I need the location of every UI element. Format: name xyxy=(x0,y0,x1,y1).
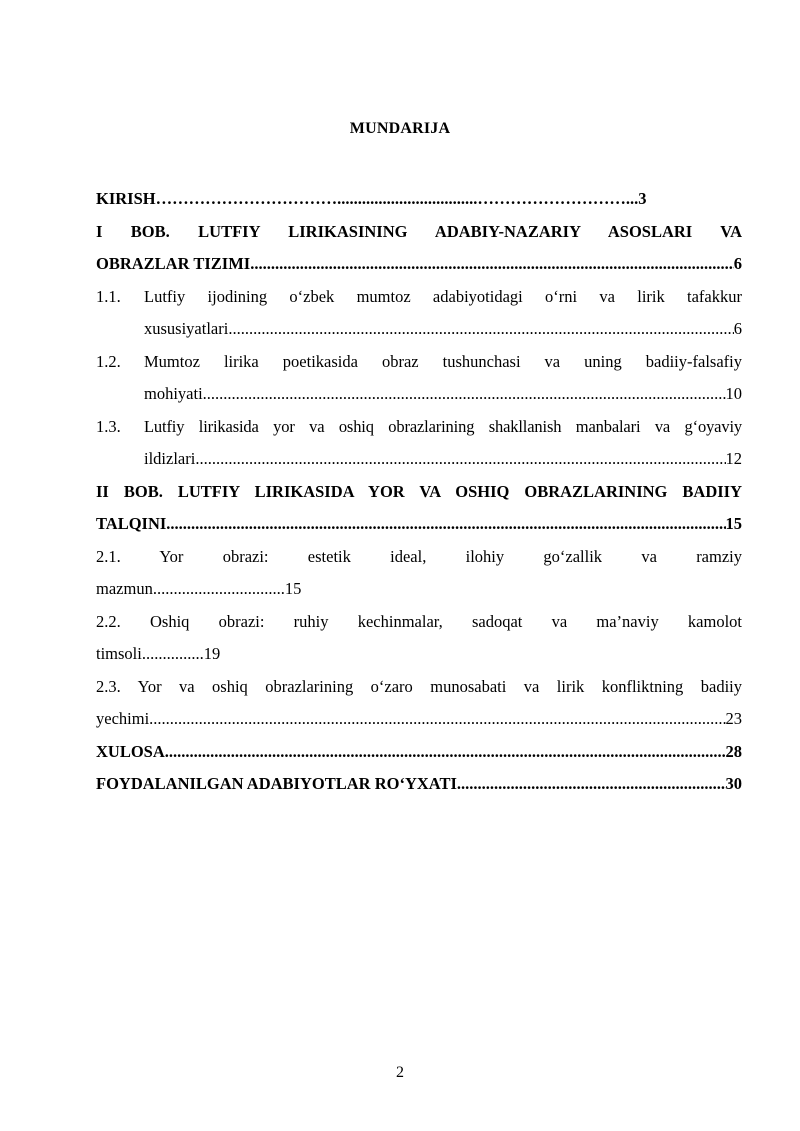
toc-section-number: 1.1. xyxy=(96,286,121,306)
toc-entry-line1: Lutfiy ijodining o‘zbek mumtoz adabiyotidagi o‘rni va lirik tafakkur xyxy=(144,286,742,306)
toc-page-number: 30 xyxy=(725,774,742,793)
toc-section-number: 1.3. xyxy=(96,416,121,436)
toc-page-number: 28 xyxy=(725,741,742,761)
toc-page-number: 15 xyxy=(284,579,302,598)
toc-entry-bob2-line2 xyxy=(96,508,742,541)
toc-entry-label: KIRISH xyxy=(96,189,156,208)
toc-page-number: 6 xyxy=(733,319,742,338)
toc-page-number: 10 xyxy=(725,384,742,403)
toc-page-number: 15 xyxy=(725,514,742,533)
toc-leader xyxy=(457,768,726,801)
toc-leader: ................................ xyxy=(152,579,285,598)
toc-entry-1-2 xyxy=(96,346,742,411)
toc-entry-bob2-line1: II BOB. LUTFIY LIRIKASIDA YOR VA OSHIQ OBRAZLARINING BADIIY xyxy=(96,481,742,501)
toc-entry-label: OBRAZLAR TIZIMI xyxy=(96,254,251,273)
page-number: 2 xyxy=(396,1064,404,1081)
toc-page-number: ..3 xyxy=(629,189,647,208)
toc-leader xyxy=(165,736,726,769)
toc-entry-label: FOYDALANILGAN ADABIYOTLAR RO‘YXATI xyxy=(96,774,457,793)
toc-entry-label: timsoli xyxy=(96,644,142,663)
toc-entry-2-1-line1: 2.1. Yor obrazi: estetik ideal, ilohiy go‘zallik va ramziy xyxy=(96,546,742,566)
toc-entry-label: ildizlari xyxy=(144,449,196,468)
toc-entry-label: yechimi xyxy=(96,709,150,728)
toc-leader xyxy=(250,248,734,281)
toc-entry-label: TALQINI xyxy=(96,514,167,533)
toc-entry-2-2-line1: 2.2. Oshiq obrazi: ruhiy kechinmalar, sadoqat va ma’naviy kamolot xyxy=(96,611,742,631)
toc-entry-2-3-line2 xyxy=(96,703,742,736)
toc-entry-2-2-line2 xyxy=(96,638,742,671)
page-title: MUNDARIJA xyxy=(349,120,451,137)
toc-entry-bob1-line2 xyxy=(96,248,742,281)
toc-section-number: 1.2. xyxy=(96,351,121,371)
toc-entry-1-3 xyxy=(96,411,742,476)
table-of-contents xyxy=(96,183,742,801)
toc-entry-line2 xyxy=(144,313,742,346)
toc-entry-label: mohiyati xyxy=(144,384,203,403)
toc-entry-line2 xyxy=(144,443,742,476)
toc-entry-1-1 xyxy=(96,281,742,346)
toc-entry-label: mazmun xyxy=(96,579,153,598)
toc-entry-xulosa xyxy=(96,736,742,769)
toc-leader xyxy=(195,443,725,476)
toc-entry-label: xususiyatlari xyxy=(144,319,229,338)
toc-leader xyxy=(228,313,733,346)
toc-page-number: 23 xyxy=(725,709,742,728)
toc-page-number: 12 xyxy=(725,449,742,468)
toc-entry-line1: Mumtoz lirika poetikasida obraz tushunchasi va uning badiiy-falsafiy xyxy=(144,351,742,371)
toc-leader xyxy=(149,703,725,736)
toc-entry-line1: Lutfiy lirikasida yor va oshiq obrazlarining shakllanish manbalari va g‘oyaviy xyxy=(144,416,742,436)
toc-leader: ……………………………..................................………………………. xyxy=(155,189,630,208)
toc-entry-label: XULOSA xyxy=(96,741,165,761)
toc-entry-2-1-line2 xyxy=(96,573,742,606)
toc-entry-2-3-line1: 2.3. Yor va oshiq obrazlarining o‘zaro munosabati va lirik konfliktning badiiy xyxy=(96,676,742,696)
toc-entry-line2 xyxy=(144,378,742,411)
toc-entry-adabiyotlar xyxy=(96,768,742,801)
toc-page-number: 6 xyxy=(733,254,742,273)
toc-entry-kirish xyxy=(96,183,742,216)
toc-leader xyxy=(166,508,725,541)
toc-leader xyxy=(203,378,726,411)
toc-entry-bob1-line1: I BOB. LUTFIY LIRIKASINING ADABIY-NAZARIY ASOSLARI VA xyxy=(96,221,742,241)
toc-leader: ............... xyxy=(141,644,204,663)
toc-page-number: 19 xyxy=(203,644,221,663)
